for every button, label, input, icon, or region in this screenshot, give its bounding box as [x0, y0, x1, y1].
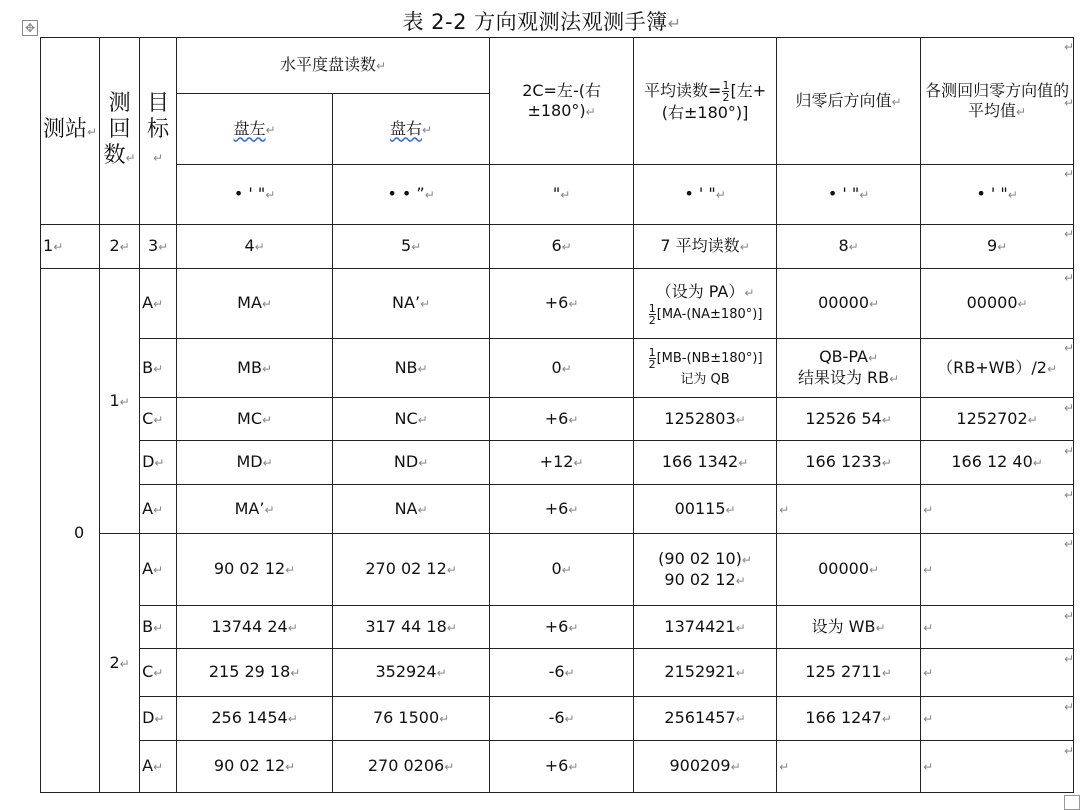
round-average: ↵ [921, 534, 1074, 606]
right-reading: 352924↵ [333, 649, 490, 697]
round-average: ↵ [921, 697, 1074, 741]
twoc-value: 0↵ [490, 534, 634, 606]
header-zeroed-direction: 归零后方向值↵ [777, 38, 921, 165]
table-row [41, 697, 1074, 741]
col-number-6: 6↵ [490, 225, 634, 269]
twoc-value: +6↵ [490, 485, 634, 534]
zeroed-direction: 00000↵ [777, 534, 921, 606]
header-average: 平均读数= $\frac{1}{2}$ [左+(右±180°)] [634, 38, 777, 165]
round-average: 166 12 40↵ [921, 441, 1074, 485]
target-cell: D↵ [140, 441, 177, 485]
column-number-row [41, 225, 1074, 269]
col-number-7: 7 平均读数↵ [634, 225, 777, 269]
left-reading: MD↵ [177, 441, 333, 485]
twoc-value: +6↵ [490, 741, 634, 793]
table-row [41, 649, 1074, 697]
half-fraction: $\frac{1}{2}$ [722, 78, 730, 104]
header-station: 测站↵ [41, 38, 100, 225]
table-row [41, 398, 1074, 441]
round-1-cell: 1↵ [100, 269, 140, 534]
table-row [41, 269, 1074, 339]
row-end-mark-icon: ↵ [1064, 96, 1075, 110]
col-number-4: 4↵ [177, 225, 333, 269]
round-average: 00000↵ [921, 269, 1074, 339]
header-2c: 2C=左-(右±180°)↵ [490, 38, 634, 165]
row-end-mark-icon: ↵ [1064, 537, 1075, 551]
col-number-3: 3↵ [140, 225, 177, 269]
station-value: 0 [74, 523, 85, 542]
zeroed-direction: 166 1233↵ [777, 441, 921, 485]
left-reading: MA↵ [177, 269, 333, 339]
zeroed-direction: ↵ [777, 741, 921, 793]
target-cell: A↵ [140, 534, 177, 606]
row-end-mark-icon: ↵ [1064, 444, 1075, 458]
row-end-mark-icon: ↵ [1064, 401, 1075, 415]
row-end-mark-icon: ↵ [1064, 652, 1075, 666]
row-end-mark-icon: ↵ [1064, 744, 1075, 758]
unit-left: • ' "↵ [177, 165, 333, 225]
right-reading: 270 0206↵ [333, 741, 490, 793]
units-row [41, 165, 1074, 225]
col-number-9: 9↵ [921, 225, 1074, 269]
table-move-handle-icon[interactable]: ✥ [22, 20, 38, 36]
average-reading: 1374421↵ [634, 606, 777, 649]
table-row [41, 606, 1074, 649]
zeroed-direction: QB-PA↵ 结果设为 RB↵ [777, 339, 921, 398]
average-reading: (90 02 10)↵ 90 02 12↵ [634, 534, 777, 606]
round-average: ↵ [921, 741, 1074, 793]
left-reading: 90 02 12↵ [177, 534, 333, 606]
zeroed-direction: 166 1247↵ [777, 697, 921, 741]
twoc-value: +12↵ [490, 441, 634, 485]
col-number-1: 1↵ [41, 225, 100, 269]
left-reading: 90 02 12↵ [177, 741, 333, 793]
average-reading: 900209↵ [634, 741, 777, 793]
row-end-mark-icon: ↵ [1064, 40, 1075, 54]
unit-average: • ' "↵ [634, 165, 777, 225]
right-reading: NA↵ [333, 485, 490, 534]
target-cell: A↵ [140, 485, 177, 534]
left-reading: 215 29 18↵ [177, 649, 333, 697]
zeroed-direction: 12526 54↵ [777, 398, 921, 441]
average-reading: 2152921↵ [634, 649, 777, 697]
unit-2c: "↵ [490, 165, 634, 225]
observation-table [40, 37, 1074, 793]
page-title [0, 6, 1084, 36]
header-horizontal-reading: 水平度盘读数↵ [177, 38, 490, 94]
left-reading: MB↵ [177, 339, 333, 398]
header-right-face: 盘右↵ [333, 94, 490, 165]
average-reading: 1252803↵ [634, 398, 777, 441]
round-average: （RB+WB）/2↵ [921, 339, 1074, 398]
table-resize-handle[interactable] [1064, 795, 1080, 810]
right-reading: 270 02 12↵ [333, 534, 490, 606]
row-end-mark-icon: ↵ [1064, 227, 1075, 241]
unit-right: • • ”↵ [333, 165, 490, 225]
target-cell: B↵ [140, 339, 177, 398]
table-row [41, 741, 1074, 793]
round-average: 1252702↵ [921, 398, 1074, 441]
right-reading: NC↵ [333, 398, 490, 441]
row-end-mark-icon: ↵ [1064, 341, 1075, 355]
zeroed-direction: 00000↵ [777, 269, 921, 339]
right-reading: 76 1500↵ [333, 697, 490, 741]
average-reading: 2561457↵ [634, 697, 777, 741]
round-2-cell: 2↵ [100, 534, 140, 793]
left-reading: 13744 24↵ [177, 606, 333, 649]
twoc-value: -6↵ [490, 697, 634, 741]
twoc-value: +6↵ [490, 398, 634, 441]
zeroed-direction: 125 2711↵ [777, 649, 921, 697]
average-reading: $\frac{1}{2}$ [MB-(NB±180°)] 记为 QB [634, 339, 777, 398]
header-row-1 [41, 38, 1074, 94]
twoc-value: -6↵ [490, 649, 634, 697]
average-reading: （设为 PA）↵ $\frac{1}{2}$ [MA-(NA±180°)] [634, 269, 777, 339]
round-average: ↵ [921, 649, 1074, 697]
table-row [41, 534, 1074, 606]
unit-zeroed: • ' "↵ [777, 165, 921, 225]
target-cell: C↵ [140, 649, 177, 697]
header-round-average: 各测回归零方向值的平均值↵ [921, 38, 1074, 165]
round-average: ↵ [921, 485, 1074, 534]
right-reading: NA’↵ [333, 269, 490, 339]
col-number-8: 8↵ [777, 225, 921, 269]
target-cell: A↵ [140, 269, 177, 339]
header-left-face: 盘左↵ [177, 94, 333, 165]
row-end-mark-icon: ↵ [1064, 700, 1075, 714]
row-end-mark-icon: ↵ [1064, 271, 1075, 285]
target-cell: D↵ [140, 697, 177, 741]
zeroed-direction: 设为 WB↵ [777, 606, 921, 649]
paragraph-mark-icon: ↵ [667, 14, 682, 33]
round-average: ↵ [921, 606, 1074, 649]
header-target: 目标↵ [140, 38, 177, 225]
col-number-5: 5↵ [333, 225, 490, 269]
zeroed-direction: ↵ [777, 485, 921, 534]
table-row [41, 441, 1074, 485]
left-reading: MC↵ [177, 398, 333, 441]
twoc-value: 0↵ [490, 339, 634, 398]
left-reading: MA’↵ [177, 485, 333, 534]
title-text: 表 2-2 方向观测法观测手簿 [402, 10, 668, 34]
average-reading: 00115↵ [634, 485, 777, 534]
twoc-value: +6↵ [490, 269, 634, 339]
row-end-mark-icon: ↵ [1064, 167, 1075, 181]
row-end-mark-icon: ↵ [1064, 609, 1075, 623]
table-row [41, 485, 1074, 534]
row-end-mark-icon: ↵ [1064, 488, 1075, 502]
station-cell [41, 269, 100, 793]
target-cell: A↵ [140, 741, 177, 793]
average-reading: 166 1342↵ [634, 441, 777, 485]
header-round: 测回数↵ [100, 38, 140, 225]
twoc-value: +6↵ [490, 606, 634, 649]
right-reading: ND↵ [333, 441, 490, 485]
left-reading: 256 1454↵ [177, 697, 333, 741]
col-number-2: 2↵ [100, 225, 140, 269]
target-cell: B↵ [140, 606, 177, 649]
table-row [41, 339, 1074, 398]
unit-round-average: • ' "↵ [921, 165, 1074, 225]
right-reading: NB↵ [333, 339, 490, 398]
target-cell: C↵ [140, 398, 177, 441]
right-reading: 317 44 18↵ [333, 606, 490, 649]
